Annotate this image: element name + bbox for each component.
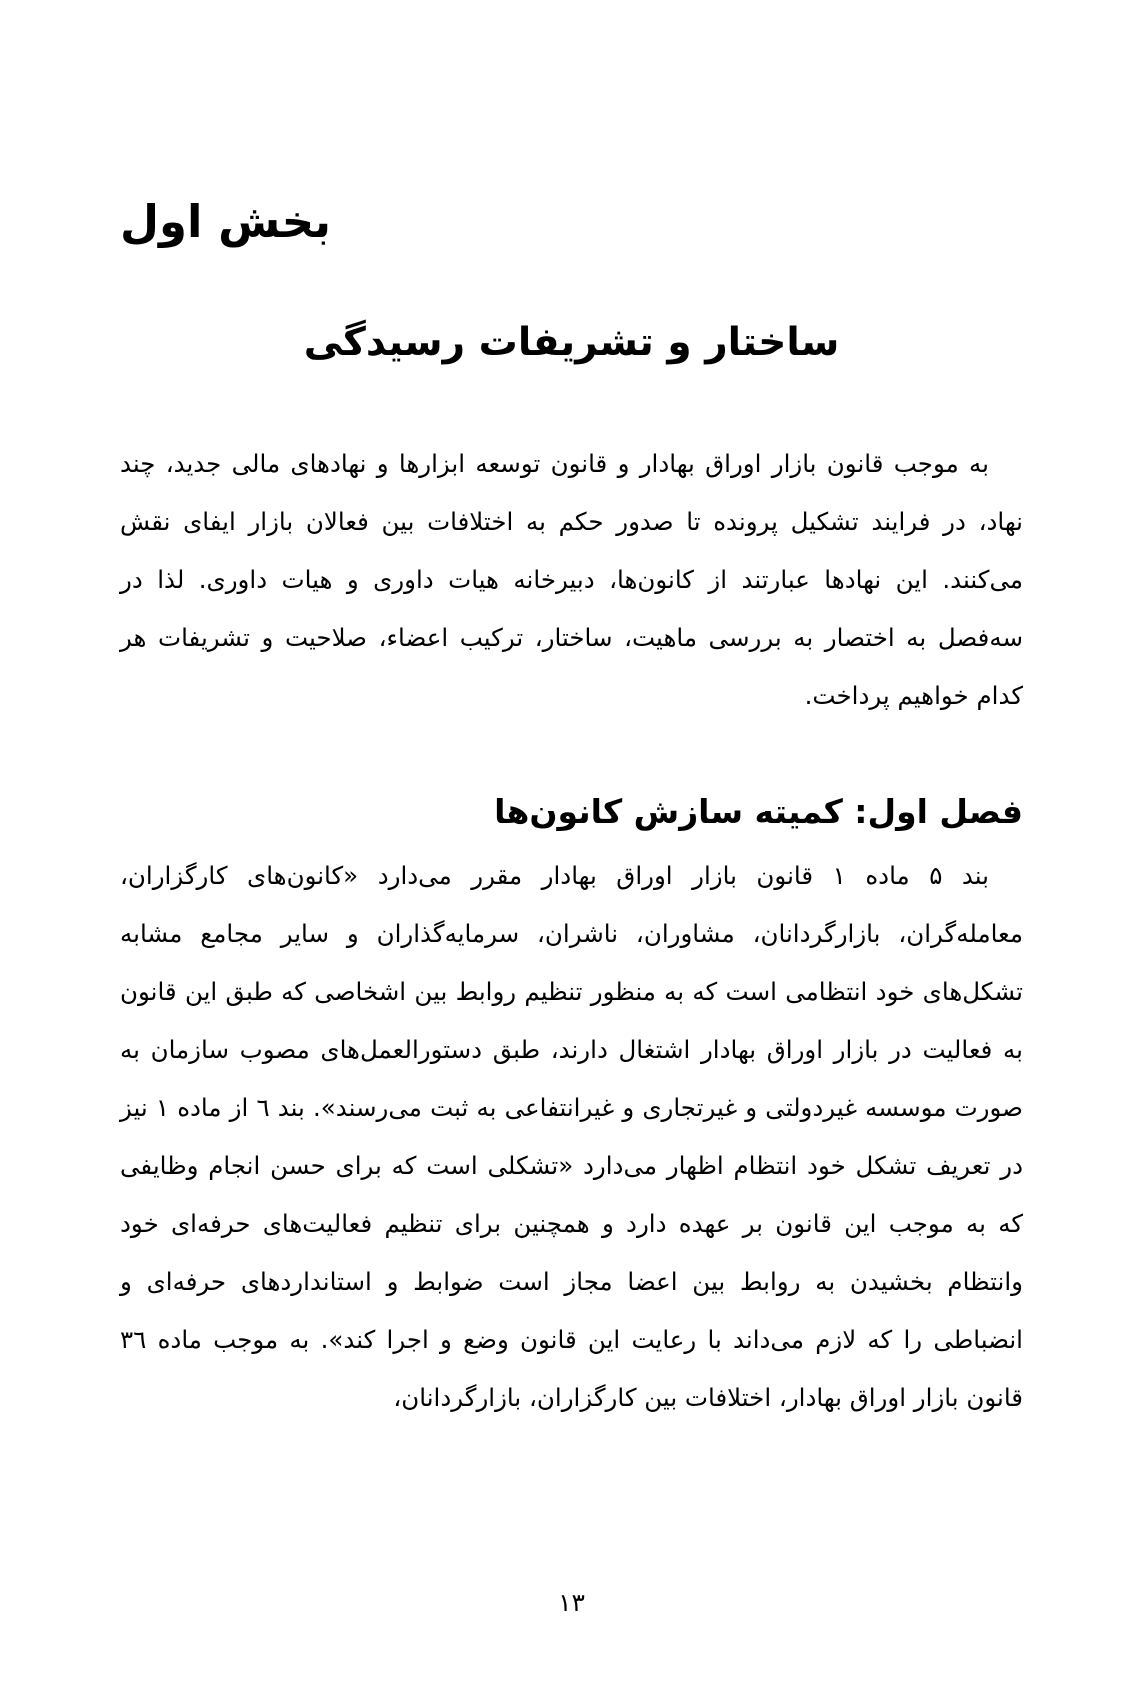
page-number: ۱۳ xyxy=(558,1588,585,1617)
part-subtitle: ساختار و تشریفات رسیدگی xyxy=(303,319,840,365)
part-heading: بخش اول xyxy=(120,195,332,248)
page-content-column xyxy=(120,0,1023,1681)
chapter-body-paragraph: بند ۵ ماده ۱ قانون بازار اوراق بهادار مقرر می‌دارد «کانون‌های کارگزاران، معامله‌گران، بازارگردانان، مشاوران، ناشران، سرمایه‌گذاران و سایر مجامع مشابه تشکل‌های خود انتظامی است که به منظور تنظیم روابط بین اشخاصی که طبق این قانون به فعالیت در بازار اوراق بهادار اشتغال دارند، طبق دستورالعمل‌های مصوب سازمان به صورت موسسه غیردولتی و غیرتجاری و غیرانتفاعی به ثبت می‌رسند». بند ٦ از ماده ۱ نیز در تعریف تشکل خود انتظام اظهار می‌دارد «تشکلی است که برای حسن انجام وظایفی که به موجب این قانون بر عهده دارد و همچنین برای تنظیم فعالیت‌های حرفه‌ای خود وانتظام بخشیدن به روابط بین اعضا مجاز است ضوابط و استانداردهای حرفه‌ای و انضباطی را که لازم می‌داند با رعایت این قانون وضع و اجرا کند». به موجب ماده ٣٦ قانون بازار اوراق بهادار، اختلافات بین کارگزاران، بازارگردانان، xyxy=(120,861,1023,1413)
chapter-heading: فصل اول: کمیته سازش کانون‌ها xyxy=(494,791,1023,831)
intro-paragraph: به موجب قانون بازار اوراق بهادار و قانون توسعه ابزارها و نهادهای مالی جدید، چند نهاد، در فرایند تشکیل پرونده تا صدور حکم به اختلافات بین فعالان بازار ایفای نقش می‌کنند. این نهادها عبارتند از کانون‌ها، دبیرخانه هیات داوری و هیات داوری. لذا در سه‌فصل به اختصار به بررسی ماهیت، ساختار، ترکیب اعضاء، صلاحیت و تشریفات هر کدام خواهیم پرداخت. xyxy=(120,448,1023,710)
